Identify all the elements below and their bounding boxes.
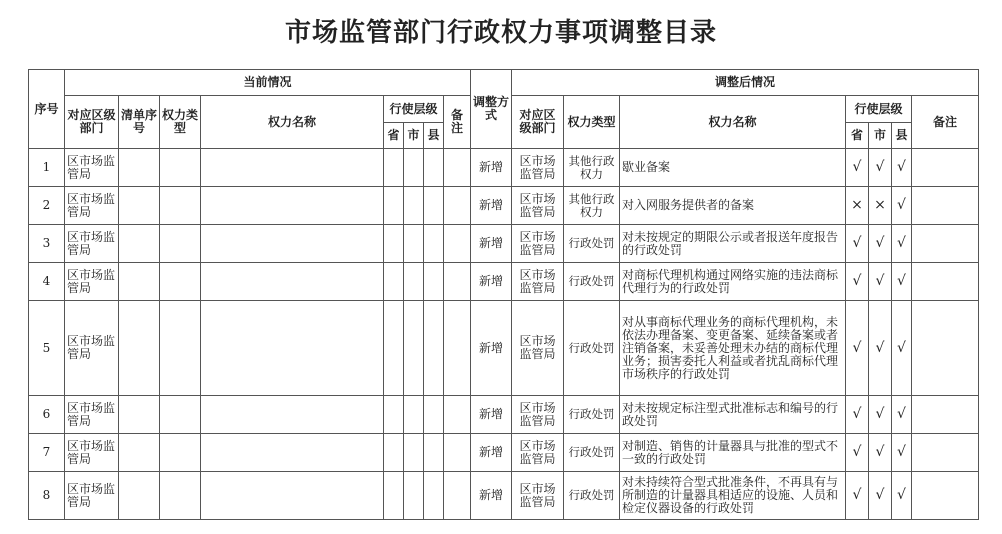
row-list-no [119,396,160,434]
row-new-power-name: 歇业备案 [620,149,846,187]
header-province: 省 [384,123,404,149]
row-new-province: √ [846,225,869,263]
row-serial: 1 [29,149,65,187]
row-new-county: √ [892,396,912,434]
row-dept: 区市场监管局 [65,472,119,520]
header-level: 行使层级 [384,96,444,123]
page-title: 市场监管部门行政权力事项调整目录 [284,18,717,48]
row-new-city: √ [869,225,892,263]
catalog-table [28,69,979,520]
row-power-name [201,472,384,520]
row-remarks [444,225,471,263]
row-new-dept: 区市场监管局 [512,434,564,472]
row-serial: 2 [29,187,65,225]
row-dept: 区市场监管局 [65,396,119,434]
row-power-type [160,472,201,520]
row-list-no [119,434,160,472]
row-city [404,263,424,301]
row-new-county: √ [892,225,912,263]
row-new-county: √ [892,472,912,520]
table-row [29,472,979,520]
row-remarks [444,472,471,520]
row-serial: 8 [29,472,65,520]
row-new-dept: 区市场监管局 [512,396,564,434]
row-new-dept: 区市场监管局 [512,187,564,225]
row-city [404,149,424,187]
header-power-type: 权力类型 [160,96,201,149]
row-new-province: √ [846,149,869,187]
row-adjust-method: 新增 [471,434,512,472]
header-new-dept: 对应区级部门 [512,96,564,149]
row-adjust-method: 新增 [471,187,512,225]
row-new-power-name: 对未持续符合型式批准条件，不再具有与所制造的计量器具相适应的设施、人员和检定仪器设备的行政处罚 [620,472,846,520]
row-remarks [444,149,471,187]
header-list-no: 清单序号 [119,96,160,149]
row-power-type [160,301,201,396]
row-new-city: √ [869,263,892,301]
row-province [384,301,404,396]
row-serial: 4 [29,263,65,301]
row-new-remarks [912,187,979,225]
row-new-city: √ [869,434,892,472]
row-new-power-name: 对入网服务提供者的备案 [620,187,846,225]
row-list-no [119,187,160,225]
row-adjust-method: 新增 [471,225,512,263]
row-new-province: √ [846,396,869,434]
row-power-name [201,263,384,301]
row-new-city: × [869,187,892,225]
row-new-power-type: 行政处罚 [564,263,620,301]
row-province [384,187,404,225]
row-county [424,225,444,263]
row-power-type [160,225,201,263]
row-new-remarks [912,225,979,263]
row-new-county: √ [892,263,912,301]
row-power-name [201,187,384,225]
row-new-power-type: 行政处罚 [564,472,620,520]
row-new-power-name: 对未按规定标注型式批准标志和编号的行政处罚 [620,396,846,434]
header-new-remarks: 备注 [912,96,979,149]
row-new-remarks [912,263,979,301]
row-serial: 7 [29,434,65,472]
row-new-city: √ [869,301,892,396]
row-county [424,472,444,520]
row-county [424,301,444,396]
row-city [404,396,424,434]
row-power-name [201,149,384,187]
row-province [384,434,404,472]
row-serial: 5 [29,301,65,396]
row-dept: 区市场监管局 [65,225,119,263]
row-list-no [119,225,160,263]
row-new-county: √ [892,149,912,187]
row-province [384,149,404,187]
row-new-province: √ [846,263,869,301]
row-city [404,301,424,396]
row-new-remarks [912,434,979,472]
row-province [384,396,404,434]
table-row [29,434,979,472]
row-power-name [201,225,384,263]
row-new-dept: 区市场监管局 [512,225,564,263]
row-new-city: √ [869,149,892,187]
row-new-dept: 区市场监管局 [512,472,564,520]
row-list-no [119,301,160,396]
row-city [404,434,424,472]
header-county: 县 [424,123,444,149]
row-power-type [160,149,201,187]
row-new-power-type: 行政处罚 [564,225,620,263]
row-power-name [201,301,384,396]
table-row [29,396,979,434]
row-new-province: × [846,187,869,225]
row-new-remarks [912,472,979,520]
row-power-name [201,434,384,472]
row-dept: 区市场监管局 [65,149,119,187]
row-adjust-method: 新增 [471,263,512,301]
row-new-county: √ [892,434,912,472]
row-county [424,396,444,434]
header-after: 调整后情况 [512,70,979,96]
row-new-province: √ [846,301,869,396]
row-new-county: √ [892,301,912,396]
row-dept: 区市场监管局 [65,301,119,396]
row-list-no [119,149,160,187]
row-dept: 区市场监管局 [65,187,119,225]
table-row [29,149,979,187]
header-city: 市 [404,123,424,149]
row-new-dept: 区市场监管局 [512,149,564,187]
row-adjust-method: 新增 [471,301,512,396]
row-county [424,187,444,225]
row-new-remarks [912,149,979,187]
row-list-no [119,263,160,301]
row-new-power-type: 行政处罚 [564,301,620,396]
header-dept: 对应区级部门 [65,96,119,149]
row-city [404,225,424,263]
row-power-name [201,396,384,434]
row-dept: 区市场监管局 [65,434,119,472]
row-power-type [160,187,201,225]
header-adjust-method: 调整方式 [471,70,512,149]
table-row [29,225,979,263]
row-new-power-name: 对未按规定的期限公示或者报送年度报告的行政处罚 [620,225,846,263]
table-row [29,263,979,301]
row-new-power-type: 行政处罚 [564,396,620,434]
header-power-name: 权力名称 [201,96,384,149]
row-power-type [160,396,201,434]
header-serial: 序号 [29,70,65,149]
row-power-type [160,263,201,301]
row-new-power-name: 对制造、销售的计量器具与批准的型式不一致的行政处罚 [620,434,846,472]
row-new-province: √ [846,434,869,472]
row-new-power-name: 对从事商标代理业务的商标代理机构，未依法办理备案、变更备案、延续备案或者注销备案，未妥善处理未办结的商标代理业务；损害委托人利益或者扰乱商标代理市场秩序的行政处罚 [620,301,846,396]
header-new-city: 市 [869,123,892,149]
row-province [384,263,404,301]
row-new-city: √ [869,396,892,434]
header-current: 当前情况 [65,70,471,96]
row-city [404,187,424,225]
row-new-remarks [912,301,979,396]
row-new-remarks [912,396,979,434]
row-remarks [444,263,471,301]
row-serial: 6 [29,396,65,434]
row-province [384,225,404,263]
row-new-dept: 区市场监管局 [512,263,564,301]
header-new-power-type: 权力类型 [564,96,620,149]
row-new-dept: 区市场监管局 [512,301,564,396]
row-new-province: √ [846,472,869,520]
row-remarks [444,396,471,434]
table-row [29,301,979,396]
row-new-power-type: 其他行政权力 [564,187,620,225]
row-county [424,434,444,472]
header-new-level: 行使层级 [846,96,912,123]
row-new-power-name: 对商标代理机构通过网络实施的违法商标代理行为的行政处罚 [620,263,846,301]
row-adjust-method: 新增 [471,472,512,520]
row-remarks [444,301,471,396]
row-remarks [444,187,471,225]
row-new-city: √ [869,472,892,520]
header-new-power-name: 权力名称 [620,96,846,149]
row-new-county: √ [892,187,912,225]
header-remarks: 备注 [444,96,471,149]
row-new-power-type: 其他行政权力 [564,149,620,187]
row-power-type [160,434,201,472]
row-remarks [444,434,471,472]
row-new-power-type: 行政处罚 [564,434,620,472]
row-serial: 3 [29,225,65,263]
row-adjust-method: 新增 [471,149,512,187]
row-county [424,149,444,187]
header-new-province: 省 [846,123,869,149]
row-adjust-method: 新增 [471,396,512,434]
header-new-county: 县 [892,123,912,149]
row-list-no [119,472,160,520]
row-county [424,263,444,301]
row-province [384,472,404,520]
row-city [404,472,424,520]
table-row [29,187,979,225]
row-dept: 区市场监管局 [65,263,119,301]
